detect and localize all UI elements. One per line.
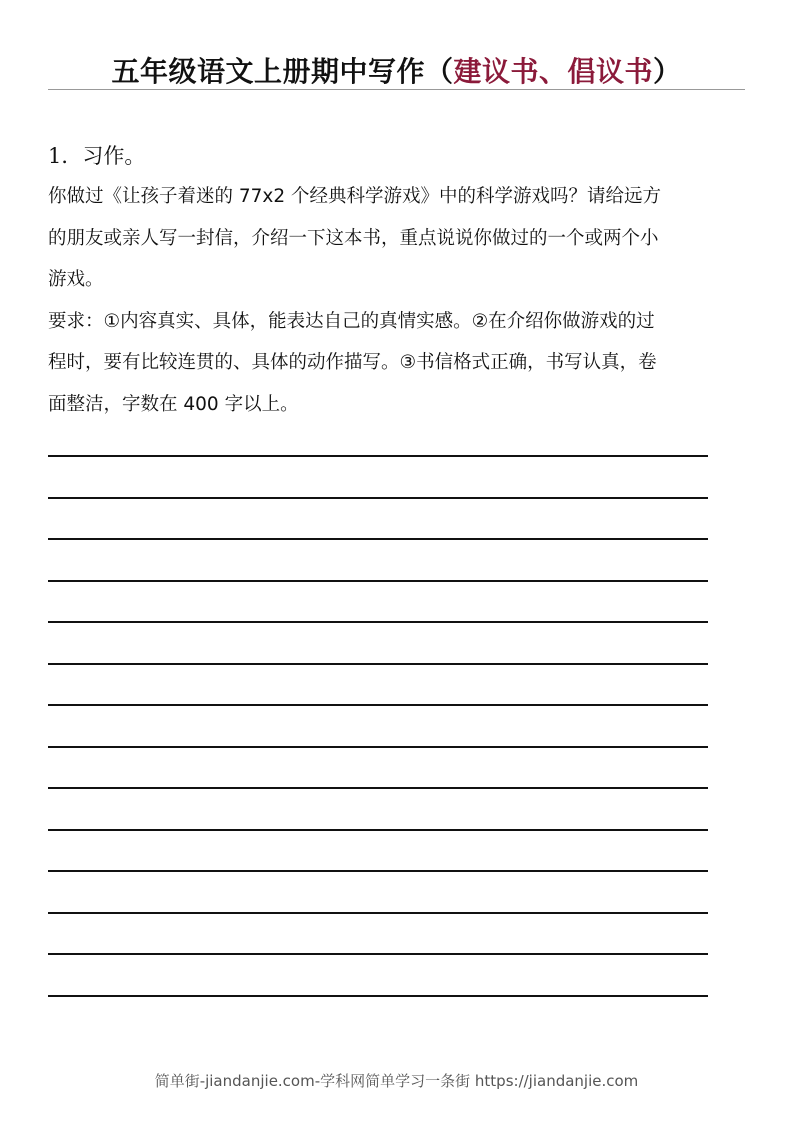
footer-watermark: 简单街-jiandanjie.com-学科网简单学习一条街 https://jiandanjie.com: [154, 1072, 639, 1090]
title-accent: 建议书、倡议书: [453, 55, 653, 88]
writing-line: [48, 580, 708, 582]
requirement-line: 面整洁，字数在 400 字以上。: [48, 394, 299, 415]
writing-line: [48, 829, 708, 831]
title-main: 五年级语文上册期中写作（: [111, 55, 454, 88]
writing-line: [48, 538, 708, 540]
prompt-line: 的朋友或亲人写一封信，介绍一下这本书，重点说说你做过的一个或两个小: [48, 228, 659, 249]
writing-line: [48, 497, 708, 499]
requirement-line: 程时，要有比较连贯的、具体的动作描写。③书信格式正确，书写认真，卷: [48, 352, 657, 373]
prompt-line: 你做过《让孩子着迷的 77x2 个经典科学游戏》中的科学游戏吗？请给远方: [48, 186, 662, 207]
writing-line: [48, 870, 708, 872]
writing-line: [48, 787, 708, 789]
writing-line: [48, 704, 708, 706]
header-divider: [48, 89, 745, 90]
writing-line: [48, 455, 708, 457]
writing-line: [48, 663, 708, 665]
writing-line: [48, 995, 708, 997]
question-number: 1．习作。: [48, 144, 146, 168]
writing-line: [48, 912, 708, 914]
title-close: ）: [653, 55, 682, 88]
writing-line: [48, 953, 708, 955]
prompt-line: 游戏。: [48, 269, 104, 290]
writing-line: [48, 621, 708, 623]
requirement-line: 要求：①内容真实、具体，能表达自己的真情实感。②在介绍你做游戏的过: [48, 311, 655, 332]
writing-line: [48, 746, 708, 748]
page-title: [0, 50, 793, 90]
